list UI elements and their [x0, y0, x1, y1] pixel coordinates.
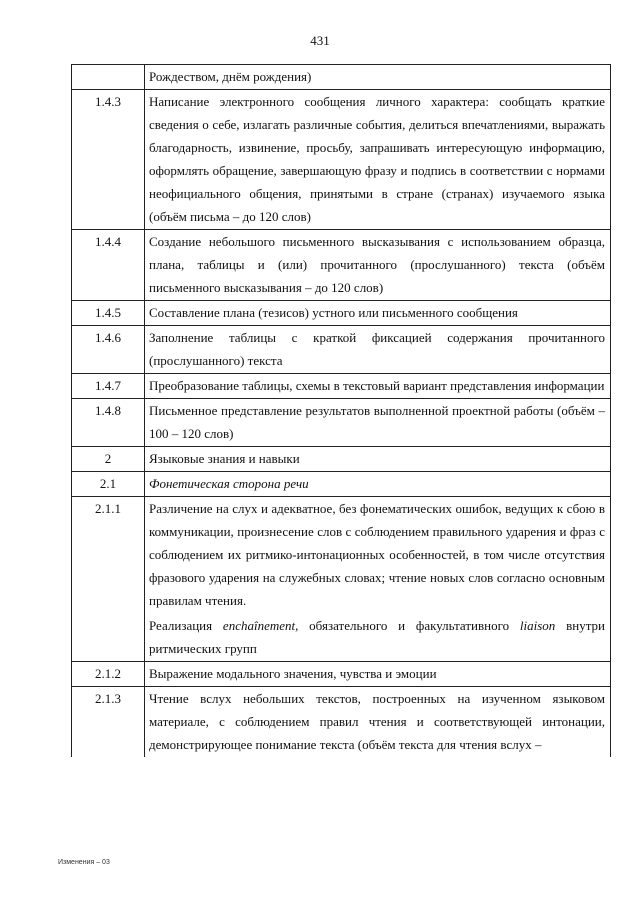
table-row	[72, 374, 611, 399]
row-code: 2.1	[72, 472, 145, 497]
row-code: 1.4.6	[72, 326, 145, 374]
table-row	[72, 65, 611, 90]
row-text: Заполнение таблицы с краткой фиксацией содержания прочитанного (прослушанного) текста	[145, 326, 611, 374]
page-footer: Изменения – 03	[58, 859, 110, 866]
row-code: 1.4.4	[72, 230, 145, 301]
term-enchainement: enchaînement	[222, 618, 296, 633]
text-fragment: внутри ритмических групп	[149, 618, 605, 656]
row-text: Составление плана (тезисов) устного или письменного сообщения	[145, 301, 611, 326]
table-row	[72, 326, 611, 374]
row-code: 2.1.1	[72, 497, 145, 662]
row-text: Преобразование таблицы, схемы в текстовый вариант представления информации	[145, 374, 611, 399]
row-text: Чтение вслух небольших текстов, построенных на изученном языковом материале, с соблюдением правил чтения и соответствующей интонации, демонстрирующее понимание текста (объём текста для чтения вслух –	[145, 687, 611, 758]
table-row	[72, 90, 611, 230]
row-code	[72, 65, 145, 90]
table-row	[72, 447, 611, 472]
row-text: Языковые знания и навыки	[145, 447, 611, 472]
row-text: Написание электронного сообщения личного характера: сообщать краткие сведения о себе, излагать различные события, делиться впечатлениями, выражать благодарность, извинение, просьбу, запрашивать интересующую информацию, оформлять обращение, завершающую фразу и подпись в соответствии с нормами неофициального общения, принятыми в стране (странах) изучаемого языка (объём письма – до 120 слов)	[145, 90, 611, 230]
row-text: Рождеством, днём рождения)	[145, 65, 611, 90]
row-text: Выражение модального значения, чувства и эмоции	[145, 662, 611, 687]
table-row	[72, 472, 611, 497]
text-fragment: Реализация	[149, 618, 223, 633]
table-row	[72, 301, 611, 326]
row-text: Письменное представление результатов выполненной проектной работы (объём – 100 – 120 слов)	[145, 399, 611, 447]
text-fragment: , обязательного и факультативного	[295, 618, 520, 633]
table-row	[72, 497, 611, 662]
row-code: 2.1.2	[72, 662, 145, 687]
row-text-second-paragraph	[149, 614, 605, 660]
row-text: Различение на слух и адекватное, без фонематических ошибок, ведущих к сбою в коммуникации, произнесение слов с соблюдением правильного ударения и фраз с соблюдением их ритмико-интонационных особенностей, в том числе отсутствия фразового ударения на служебных словах; чтение новых слов согласно основным правилам чтения.	[149, 501, 605, 608]
row-code: 1.4.5	[72, 301, 145, 326]
term-liaison: liaison	[519, 618, 556, 633]
content-table	[71, 64, 611, 757]
row-text: Фонетическая сторона речи	[145, 472, 611, 497]
table-row	[72, 230, 611, 301]
page-number: 431	[310, 33, 330, 48]
table-row	[72, 687, 611, 758]
table-row	[72, 662, 611, 687]
row-code: 1.4.8	[72, 399, 145, 447]
row-code: 1.4.7	[72, 374, 145, 399]
row-text: Создание небольшого письменного высказывания с использованием образца, плана, таблицы и (или) прочитанного (прослушанного) текста (объём письменного высказывания – до 120 слов)	[145, 230, 611, 301]
row-code: 2.1.3	[72, 687, 145, 758]
row-code: 1.4.3	[72, 90, 145, 230]
row-code: 2	[72, 447, 145, 472]
table-row	[72, 399, 611, 447]
content-table-wrapper	[71, 64, 611, 757]
row-text-block	[145, 497, 611, 662]
